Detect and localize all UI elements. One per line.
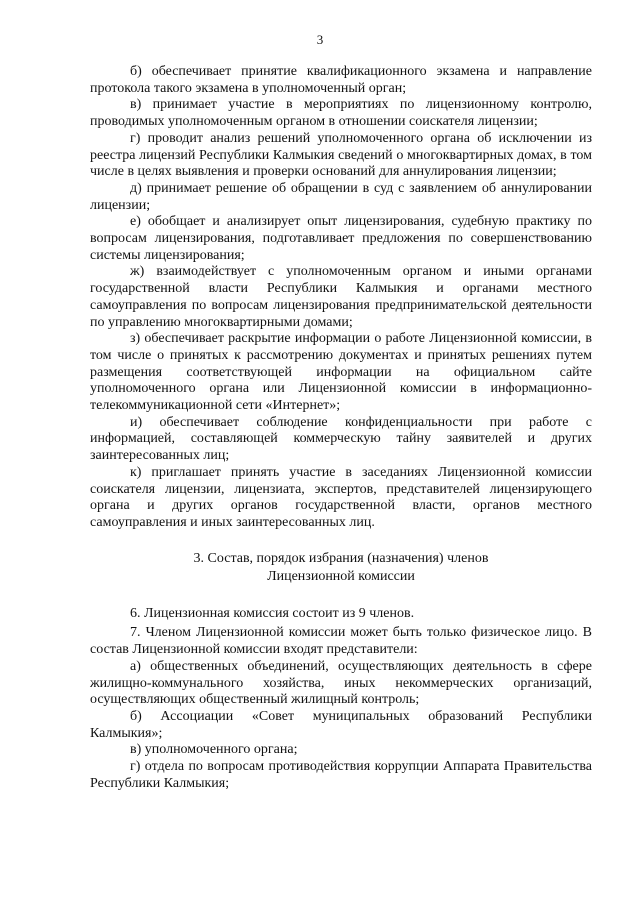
paragraph-zh: ж) взаимодействует с уполномоченным органом и иными органами государственной власти Республики Калмыкия и органами местного самоуправления по вопросам лицензирования предпринимательской деятельности по управлению многоквартирными домами; [90,264,592,330]
paragraph-i: и) обеспечивает соблюдение конфиденциальности при работе с информацией, составляющей коммерческую тайну заявителей и других заинтересованных лиц; [90,414,592,464]
section-heading [90,550,592,586]
paragraph-7v: в) уполномоченного органа; [130,742,298,758]
section-heading-line2: Лицензионной комиссии [267,568,415,584]
page-number: 3 [316,32,324,47]
paragraph-v: в) принимает участие в мероприятиях по лицензионному контролю, проводимых уполномоченным органом в отношении соискателя лицензии; [90,97,592,130]
paragraph-7b: б) Ассоциации «Совет муниципальных образований Республики Калмыкия»; [90,708,592,741]
paragraph-7g: г) отдела по вопросам противодействия коррупции Аппарата Правительства Республики Калмыкия; [90,759,592,791]
paragraph-6: 6. Лицензионная комиссия состоит из 9 членов. [130,605,415,621]
paragraph-e: е) обобщает и анализирует опыт лицензирования, судебную практику по вопросам лицензирования, подготавливает предложения по совершенствованию системы лицензирования; [90,214,592,263]
section-heading-line1: 3. Состав, порядок избрания (назначения) членов [193,550,489,566]
document-body [90,64,592,792]
paragraph-g: г) проводит анализ решений уполномоченного органа об исключении из реестра лицензий Республики Калмыкия сведений о многоквартирных домах, в том числе в целях выявления и проверки оснований для аннулирования лицензии; [90,130,592,180]
paragraph-d: д) принимает решение об обращении в суд с заявлением об аннулировании лицензии; [90,180,592,213]
paragraph-z: з) обеспечивает раскрытие информации о работе Лицензионной комиссии, в том числе о принятых к рассмотрению документах и принятых решениях путем размещения соответствующей информации на официальном сайте уполномоченного органа или Лицензионной комиссии в информационно-телекоммуникационной сети «Интернет»; [90,331,592,414]
paragraph-k: к) приглашает принять участие в заседаниях Лицензионной комиссии соискателя лицензии, лицензиата, экспертов, представителей лицензирующего органа и других органов государственной власти, органов местного самоуправления и иных заинтересованных лиц. [90,464,592,530]
paragraph-b: б) обеспечивает принятие квалификационного экзамена и направление протокола такого экзамена в уполномоченный орган; [90,64,592,96]
paragraph-7a: а) общественных объединений, осуществляющих деятельность в сфере жилищно-коммунального хозяйства, иных некоммерческих организаций, осуществляющих общественный жилищный контроль; [90,658,592,708]
paragraph-7: 7. Членом Лицензионной комиссии может быть только физическое лицо. В состав Лицензионной комиссии входят представители: [90,625,592,658]
